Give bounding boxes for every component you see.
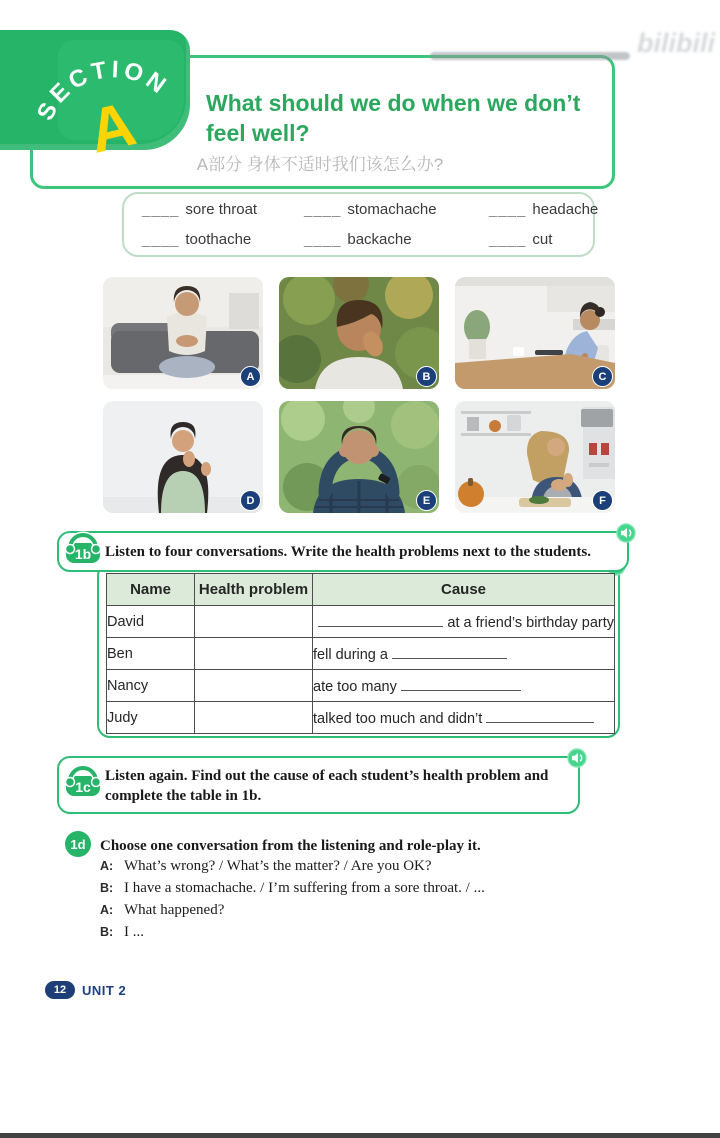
page-number-badge: 12 [45, 981, 75, 999]
cause-text: fell during a [313, 646, 388, 663]
cause-text: ate too many [313, 678, 397, 695]
photo-e-illustration [279, 401, 439, 513]
word-bank-item [304, 201, 489, 218]
answer-blank [392, 645, 507, 659]
page-title: What should we do when we don’t feel well? [206, 90, 581, 146]
word-bank-item [142, 201, 304, 218]
cause-text: talked too much and didn’t [313, 710, 483, 727]
answer-blank: ____ [489, 231, 527, 249]
dialogue-1d [100, 858, 600, 946]
col-header-name: Name [107, 574, 195, 606]
photo-card-e [279, 401, 439, 513]
photo-card-b [279, 277, 439, 389]
page-subtitle-chinese: A部分 身体不适时我们该怎么办? [196, 155, 444, 174]
activity-1c-badge [61, 760, 105, 802]
health-problem-table [106, 573, 615, 734]
speaker-label: A: [100, 903, 114, 917]
dialogue-line [100, 902, 600, 924]
word-bank-item [489, 201, 598, 218]
table-row [107, 670, 615, 702]
answer-blank [401, 677, 521, 691]
unit-label: UNIT 2 [82, 983, 127, 998]
word-label: stomachache [347, 200, 437, 218]
photo-letter-badge: F [592, 490, 613, 511]
speaker-label: B: [100, 925, 114, 939]
col-header-cause: Cause [313, 574, 615, 606]
student-name: Nancy [107, 670, 195, 702]
answer-blank: ____ [489, 200, 527, 218]
table-row [107, 638, 615, 670]
word-bank [122, 192, 599, 257]
photo-letter-badge: D [240, 490, 261, 511]
watermark-text: bilibili [637, 28, 715, 58]
word-bank-item [304, 231, 489, 248]
answer-blank [318, 613, 443, 627]
answer-blank [486, 709, 594, 723]
health-problem-blank-cell [195, 670, 313, 702]
dialogue-text: What happened? [124, 902, 225, 918]
cause-cell [313, 638, 615, 670]
speaker-label: B: [100, 881, 114, 895]
dialogue-line [100, 880, 600, 902]
badge-1c-label: 1c [75, 779, 91, 795]
table-header-row [107, 574, 615, 606]
audio-icon[interactable] [567, 748, 587, 768]
dialogue-line [100, 858, 600, 880]
col-header-health-problem: Health problem [195, 574, 313, 606]
word-label: cut [532, 231, 553, 249]
table-row [107, 702, 615, 734]
dialogue-text: I have a stomachache. / I’m suffering from a sore throat. / ... [124, 880, 485, 896]
photo-f-illustration [455, 401, 615, 513]
activity-1b-box [57, 531, 629, 572]
photo-card-c [455, 277, 615, 389]
photo-letter-badge: A [240, 366, 261, 387]
speaker-label: A: [100, 859, 114, 873]
photo-letter-badge: E [416, 490, 437, 511]
student-name: David [107, 606, 195, 638]
photo-grid [103, 277, 615, 513]
word-label: backache [347, 231, 412, 249]
activity-1c-instruction: Listen again. Find out the cause of each student’s health problem and complete the table in 1b. [105, 768, 549, 804]
photo-card-f [455, 401, 615, 513]
dialogue-text: I ... [124, 924, 144, 940]
badge-1b-label: 1b [74, 546, 92, 562]
health-problem-blank-cell [195, 638, 313, 670]
answer-blank: ____ [142, 200, 180, 218]
photo-card-a [103, 277, 263, 389]
photo-d-illustration [103, 401, 263, 513]
photo-a-illustration [103, 277, 263, 389]
table-1b-container [97, 563, 620, 738]
photo-b-illustration [279, 277, 439, 389]
word-label: headache [532, 200, 599, 218]
cause-text: at a friend’s birthday party [447, 614, 614, 631]
student-name: Judy [107, 702, 195, 734]
dialogue-text: What’s wrong? / What’s the matter? / Are you OK? [124, 858, 432, 874]
word-label: sore throat [185, 200, 258, 218]
bottom-edge-bar [0, 1133, 720, 1138]
answer-blank: ____ [142, 231, 180, 249]
section-letter: A [82, 89, 142, 167]
word-bank-item [142, 231, 304, 248]
photo-letter-badge: C [592, 366, 613, 387]
activity-1b-instruction: Listen to four conversations. Write the health problems next to the students. [105, 544, 591, 560]
activity-1d-instruction: Choose one conversation from the listening and role-play it. [100, 838, 481, 854]
cause-cell [313, 606, 615, 638]
cause-cell [313, 702, 615, 734]
cause-cell [313, 670, 615, 702]
photo-c-illustration [455, 277, 615, 389]
photo-letter-badge: B [416, 366, 437, 387]
health-problem-blank-cell [195, 702, 313, 734]
activity-1c-box [57, 756, 580, 814]
table-row [107, 606, 615, 638]
answer-blank: ____ [304, 231, 342, 249]
answer-blank: ____ [304, 200, 342, 218]
word-label: toothache [185, 231, 252, 249]
health-problem-blank-cell [195, 606, 313, 638]
dialogue-line [100, 924, 600, 946]
section-word: SECTION [31, 55, 174, 125]
activity-1b-badge [61, 527, 105, 569]
photo-card-d [103, 401, 263, 513]
audio-icon[interactable] [616, 523, 636, 543]
student-name: Ben [107, 638, 195, 670]
word-bank-item [489, 231, 598, 248]
activity-1d-badge: 1d [65, 831, 91, 857]
